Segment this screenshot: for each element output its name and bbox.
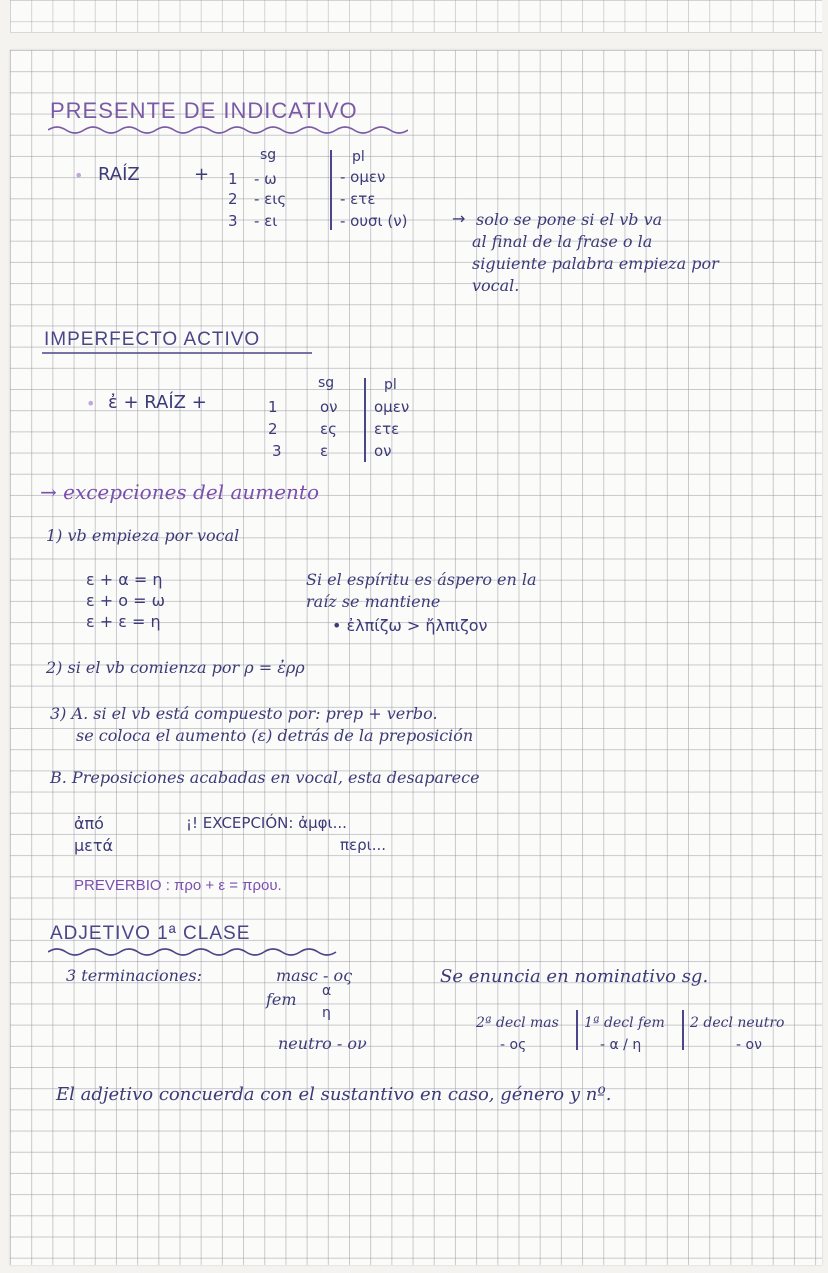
- arrow: →: [452, 209, 466, 228]
- table-divider: [330, 150, 332, 230]
- pl-ending-2: - ετε: [340, 190, 376, 208]
- terminaciones-label: 3 terminaciones:: [66, 966, 203, 985]
- espiritu-note-2: raíz se mantiene: [306, 592, 441, 611]
- contraction-1: ε + α = η: [86, 570, 163, 589]
- rule-3a: 3) A. si el vb está compuesto por: prep + verbo.: [50, 704, 438, 723]
- person-3: 3: [272, 442, 282, 460]
- sg-ending-3: - ει: [254, 212, 278, 230]
- sg-header: sg: [260, 147, 277, 163]
- prep-example-2: μετά: [74, 836, 114, 855]
- sg-ending-1: - ω: [254, 170, 277, 188]
- pl-header: pl: [384, 377, 397, 393]
- fem-ending-alpha: α: [322, 983, 332, 999]
- exception-label: ¡! EXCEPCIÓN: ἀμφι...: [186, 814, 347, 832]
- note-line-1: solo se pone si el vb va: [476, 210, 663, 229]
- person-1: 1: [268, 398, 278, 416]
- bullet: •: [86, 394, 96, 413]
- decl-header-fem: 1ª decl fem: [584, 1015, 665, 1031]
- decl-value-fem: - α / η: [600, 1037, 642, 1053]
- fem-ending-eta: η: [322, 1005, 331, 1021]
- pl-header: pl: [352, 149, 365, 165]
- espiritu-note-1: Si el espíritu es áspero en la: [306, 570, 537, 589]
- section-title-excepciones: → excepciones del aumento: [40, 480, 320, 504]
- pl-ending-3: - ουσι (ν): [340, 212, 408, 230]
- exception-example: περι...: [340, 836, 387, 854]
- pl-ending-2: ετε: [374, 420, 400, 438]
- rule-3b: B. Preposiciones acabadas en vocal, esta desaparece: [50, 768, 480, 787]
- sg-ending-3: ε: [320, 442, 329, 460]
- decl-header-neutro: 2 decl neutro: [690, 1015, 785, 1031]
- note-line-4: vocal.: [472, 276, 520, 295]
- pl-ending-1: - ομεν: [340, 168, 386, 186]
- contraction-2: ε + ο = ω: [86, 591, 165, 610]
- notebook-previous-page: [10, 0, 822, 33]
- fem-label: fem: [266, 990, 297, 1009]
- rule-3a-detail: se coloca el aumento (ε) detrás de la preposición: [76, 726, 474, 745]
- person-2: 2: [228, 190, 238, 208]
- concordancia-note: El adjetivo concuerda con el sustantivo en caso, género y nº.: [56, 1084, 612, 1105]
- decl-value-masc: - ος: [500, 1037, 527, 1053]
- person-2: 2: [268, 420, 278, 438]
- bullet: •: [74, 166, 84, 185]
- title-underline-wave: [48, 124, 408, 136]
- decl-header-masc: 2ª decl mas: [476, 1015, 559, 1031]
- preverbio-note: PREVERBIO : προ + ε = πρου.: [74, 877, 282, 894]
- table-divider: [364, 378, 366, 462]
- sg-header: sg: [318, 375, 335, 391]
- imperfecto-formula: ἐ + RAÍZ +: [108, 392, 207, 413]
- sg-ending-2: - εις: [254, 190, 287, 208]
- section-title-imperfecto: IMPERFECTO ACTIVO: [44, 329, 261, 350]
- pl-ending-3: ον: [374, 442, 392, 460]
- note-line-3: siguiente palabra empieza por: [472, 254, 719, 273]
- note-line-2: al final de la frase o la: [472, 232, 653, 251]
- raiz-label: RAÍZ: [98, 164, 140, 185]
- pl-ending-1: ομεν: [374, 398, 410, 416]
- person-3: 3: [228, 212, 238, 230]
- enuncia-note: Se enuncia en nominativo sg.: [440, 966, 709, 987]
- rule-1: 1) vb empieza por vocal: [46, 526, 240, 545]
- person-1: 1: [228, 170, 238, 188]
- prep-example-1: ἀπό: [74, 814, 104, 833]
- sg-ending-1: ον: [320, 398, 338, 416]
- decl-value-neutro: - ον: [736, 1037, 762, 1053]
- plus-sign: +: [194, 164, 210, 185]
- section-title-adjetivo: ADJETIVO 1ª CLASE: [50, 923, 251, 944]
- masc-ending: masc - ος: [276, 966, 353, 985]
- espiritu-example: • ἐλπίζω > ἤλπιζον: [332, 616, 488, 635]
- table-divider: [576, 1010, 578, 1050]
- contraction-3: ε + ε = η: [86, 612, 161, 631]
- table-divider: [682, 1010, 684, 1050]
- sg-ending-2: ες: [320, 420, 337, 438]
- neutro-ending: neutro - ον: [278, 1034, 367, 1053]
- title-underline-wave: [48, 946, 338, 958]
- section-title-presente: PRESENTE DE INDICATIVO: [50, 98, 358, 123]
- title-underline: [42, 350, 312, 356]
- rule-2: 2) si el vb comienza por ρ = ἐρρ: [46, 658, 305, 677]
- notebook-page: [10, 50, 822, 1265]
